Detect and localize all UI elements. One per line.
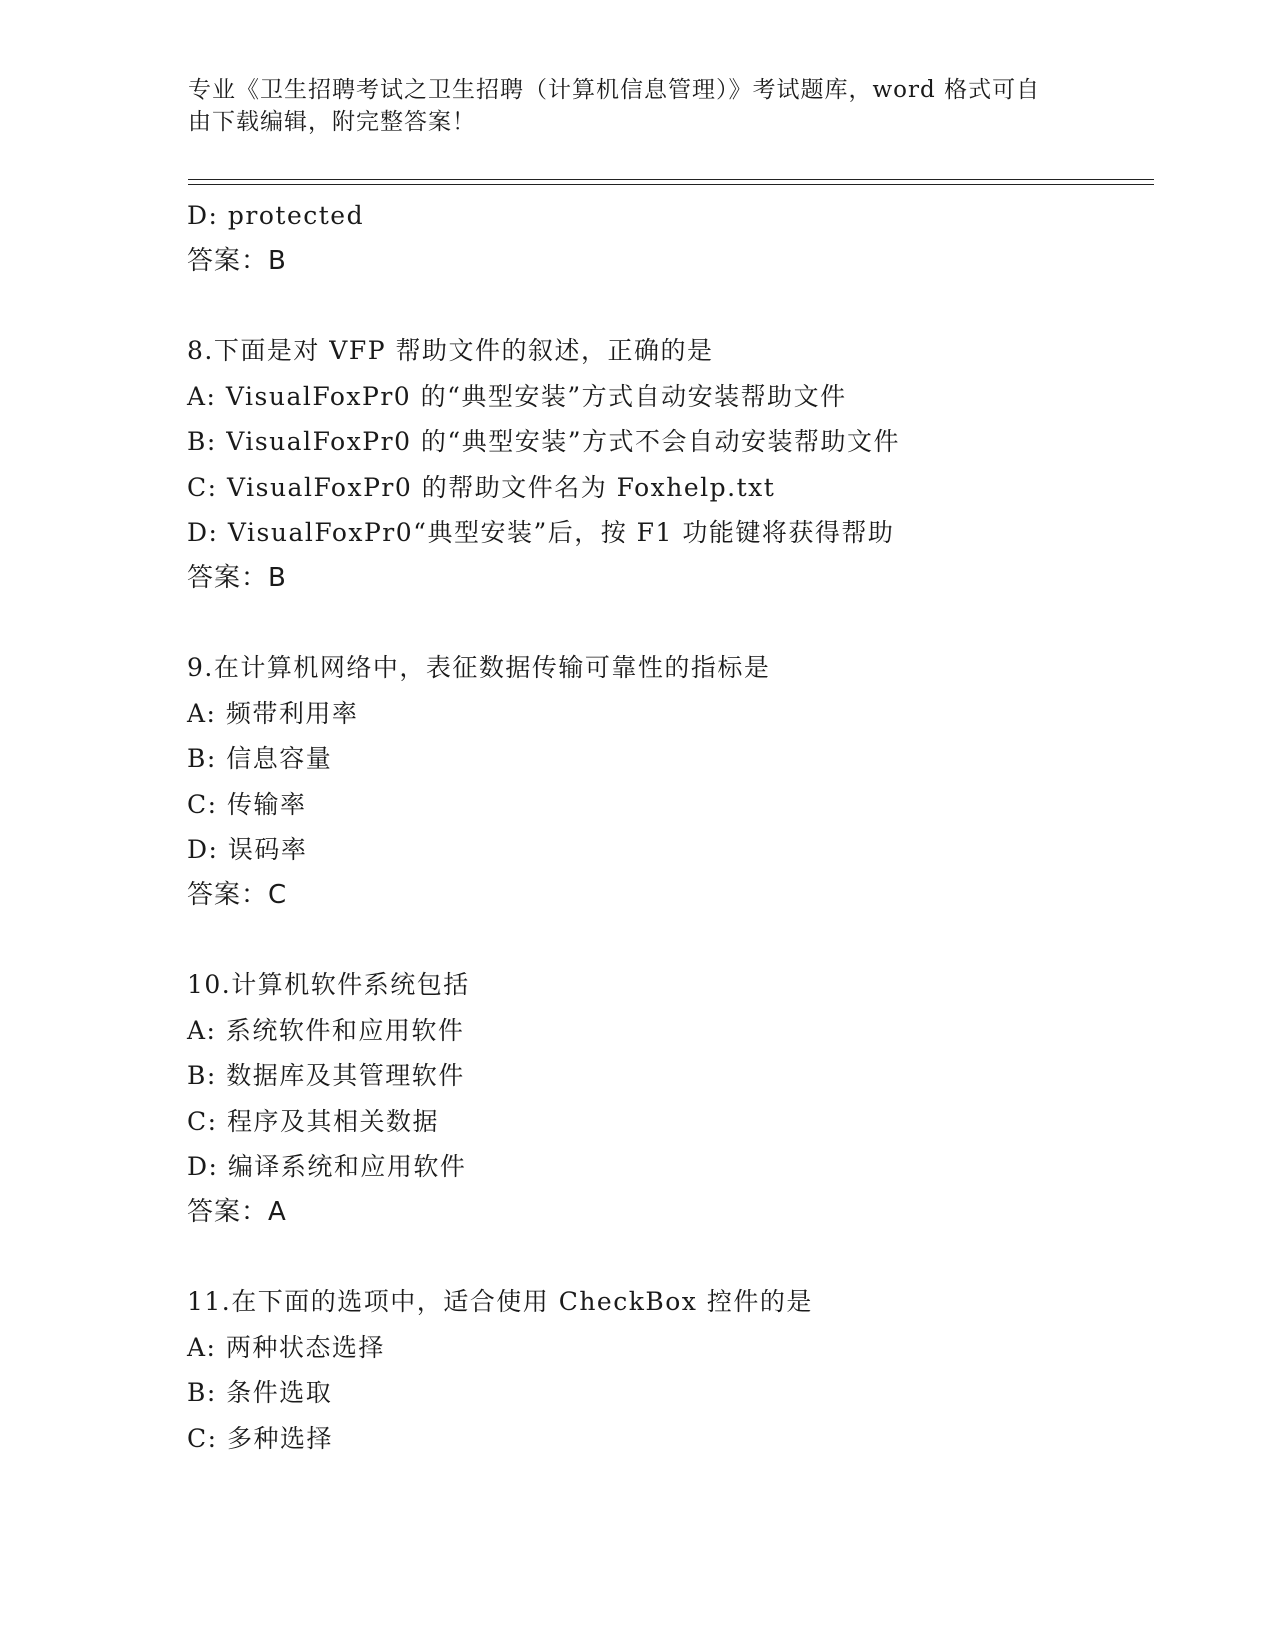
- question-10-answer: 答案：A: [187, 1196, 287, 1227]
- question-10-option-c: C: 程序及其相关数据: [187, 1106, 439, 1136]
- question-11-stem: 11.在下面的选项中，适合使用 CheckBox 控件的是: [187, 1287, 813, 1316]
- question-list: [187, 193, 1167, 1461]
- question-11-option-a: A: 两种状态选择: [187, 1332, 385, 1362]
- question-9-option-a: A: 频带利用率: [187, 698, 359, 728]
- spacer: [187, 918, 1167, 962]
- header-rule-bottom: [188, 184, 1154, 185]
- header-line-1: 专业《卫生招聘考试之卫生招聘（计算机信息管理）》考试题库，word 格式可自: [188, 77, 1041, 103]
- question-10-stem: 10.计算机软件系统包括: [187, 970, 470, 999]
- prev-option-d: D: protected: [187, 201, 365, 230]
- header-line-2: 由下载编辑，附完整答案！: [188, 109, 476, 135]
- spacer: [187, 1235, 1167, 1279]
- header-rule-top: [188, 179, 1154, 180]
- question-9-stem: 9.在计算机网络中，表征数据传输可靠性的指标是: [187, 653, 771, 682]
- spacer: [187, 601, 1167, 645]
- question-8-option-c: C: VisualFoxPr0 的帮助文件名为 Foxhelp.txt: [187, 472, 776, 502]
- question-10-option-b: B: 数据库及其管理软件: [187, 1061, 465, 1090]
- question-9-answer: 答案：C: [187, 879, 288, 910]
- question-11-option-b: B: 条件选取: [187, 1378, 333, 1407]
- question-11-option-c: C: 多种选择: [187, 1423, 333, 1453]
- question-8-option-d: D: VisualFoxPr0“典型安装”后，按 F1 功能键将获得帮助: [187, 518, 895, 547]
- question-8-stem: 8.下面是对 VFP 帮助文件的叙述，正确的是: [187, 336, 714, 365]
- question-10-option-d: D: 编译系统和应用软件: [187, 1152, 467, 1181]
- page-header: [188, 74, 1088, 138]
- question-9-option-b: B: 信息容量: [187, 744, 333, 773]
- question-8-option-a: A: VisualFoxPr0 的“典型安装”方式自动安装帮助文件: [187, 381, 847, 411]
- spacer: [187, 284, 1167, 328]
- question-8-option-b: B: VisualFoxPr0 的“典型安装”方式不会自动安装帮助文件: [187, 427, 900, 456]
- question-8-answer: 答案：B: [187, 562, 287, 593]
- question-9-option-d: D: 误码率: [187, 835, 308, 864]
- prev-answer: 答案：B: [187, 245, 287, 276]
- question-9-option-c: C: 传输率: [187, 789, 307, 819]
- question-10-option-a: A: 系统软件和应用软件: [187, 1015, 465, 1045]
